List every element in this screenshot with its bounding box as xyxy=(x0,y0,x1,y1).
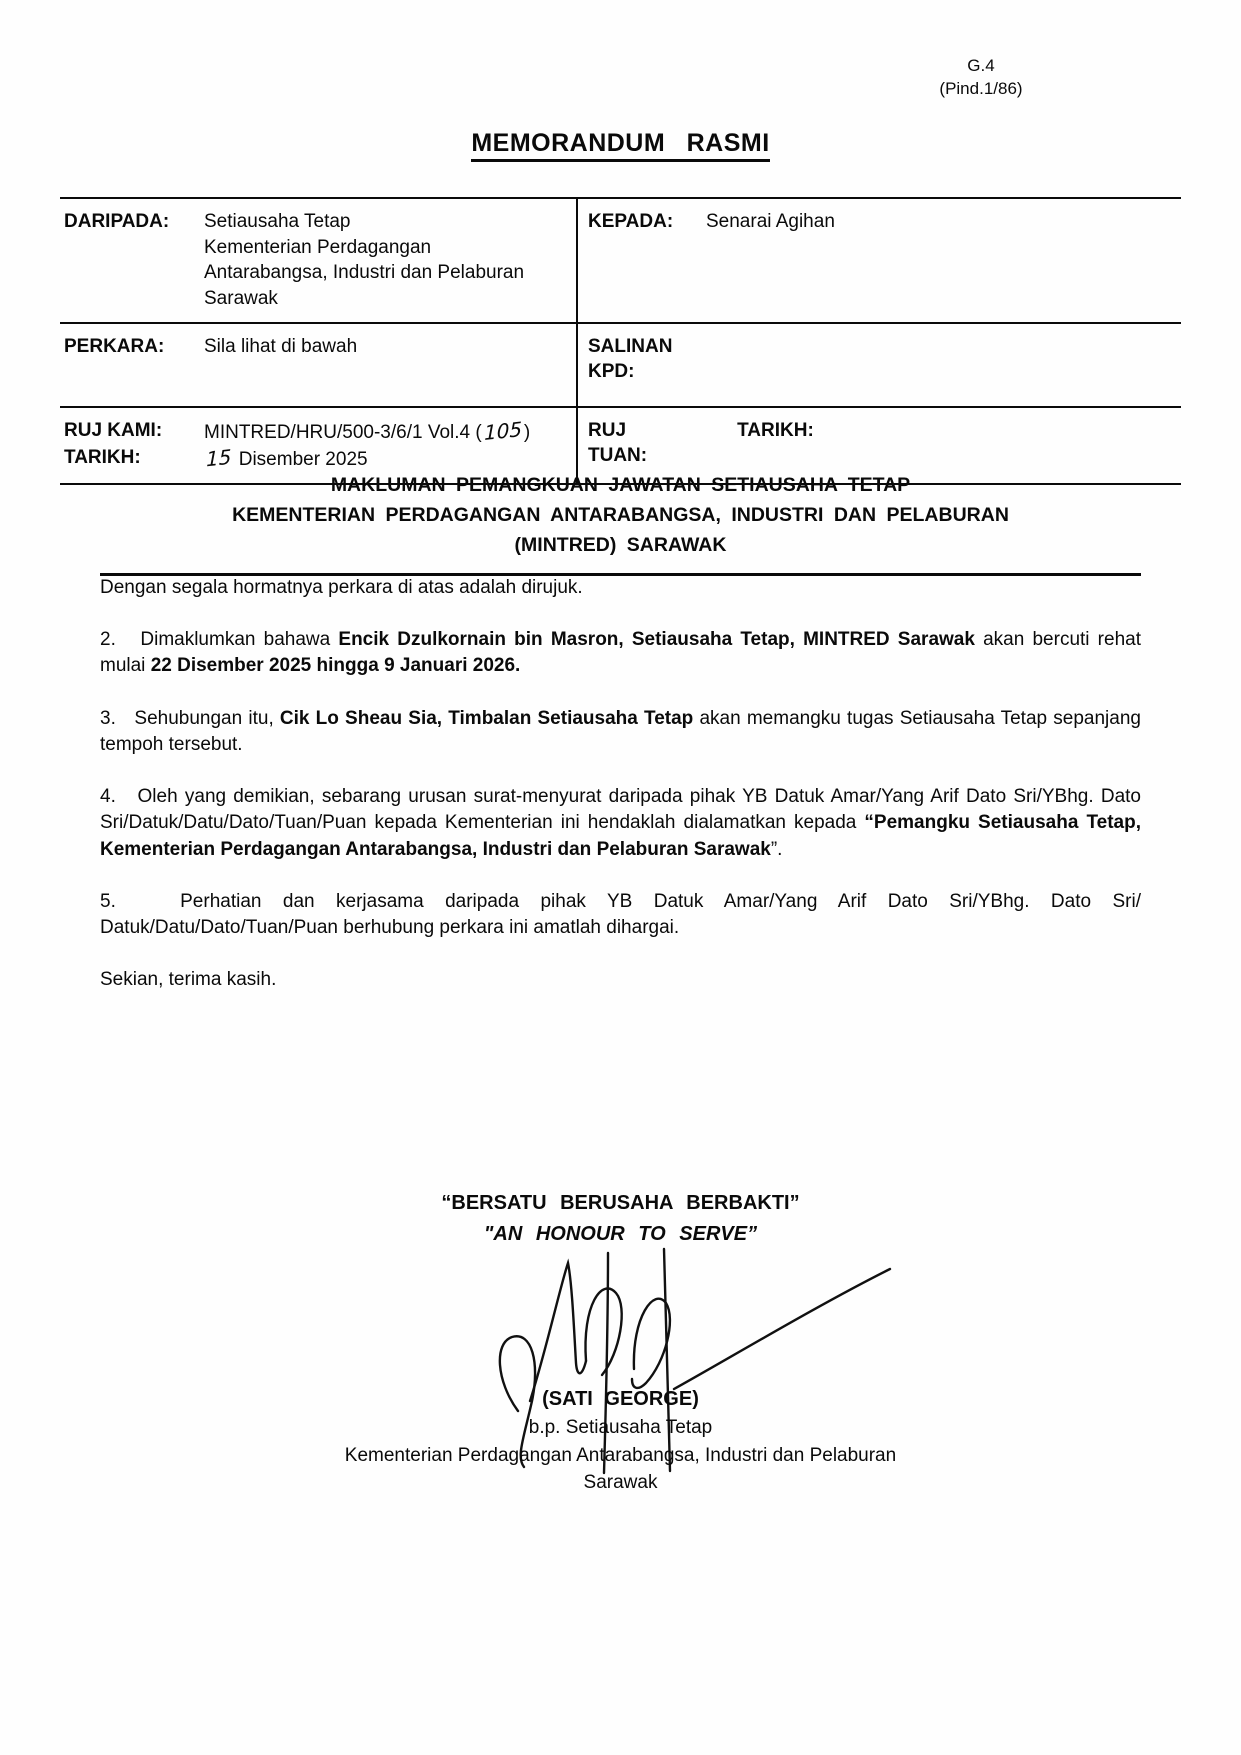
paragraph-2: 2. Dimaklumkan bahawa Encik Dzulkornain bin Masron, Setiausaha Tetap, MINTRED Sarawak akan bercuti rehat mulai 22 Disember 2025 hingga 9 Januari 2026. xyxy=(100,629,1141,677)
daripada-value xyxy=(204,209,524,312)
ruj-kami-value xyxy=(204,418,530,446)
subject-line: MAKLUMAN PEMANGKUAN JAWATAN SETIAUSAHA TETAP xyxy=(330,474,911,496)
kepada-label: KEPADA: xyxy=(588,211,674,232)
perkara-value: Sila lihat di bawah xyxy=(204,335,358,357)
ruj-tuan-line: TUAN: xyxy=(588,445,648,467)
ruj-kami-prefix: MINTRED/HRU/500-3/6/1 Vol.4 ( xyxy=(204,421,482,443)
tarikh-value xyxy=(204,445,368,473)
signature-org-line1: Kementerian Perdagangan Antarabangsa, Industri dan Pelaburan xyxy=(344,1444,897,1466)
paragraph-closing: Sekian, terima kasih. xyxy=(100,969,277,991)
salinan-label xyxy=(588,334,672,396)
daripada-cell xyxy=(60,199,578,322)
tarikh-handwritten-day: 15 xyxy=(206,444,232,472)
perkara-cell xyxy=(60,324,578,406)
form-code xyxy=(891,55,1071,101)
page-title-text: MEMORANDUM RASMI xyxy=(471,129,769,162)
header-table xyxy=(60,197,1181,485)
daripada-line: Antarabangsa, Industri dan Pelaburan xyxy=(204,262,525,284)
daripada-line: Sarawak xyxy=(204,287,278,309)
table-row-perkara-salinan xyxy=(60,322,1181,406)
memo-body xyxy=(100,575,1141,1019)
paragraph-3: 3. Sehubungan itu, Cik Lo Sheau Sia, Timbalan Setiausaha Tetap akan memangku tugas Setiausaha Tetap sepanjang tempoh tersebut. xyxy=(100,707,1141,755)
signatory-name: (SATI GEORGE) xyxy=(542,1388,699,1410)
form-code-revision: (Pind.1/86) xyxy=(939,78,1023,98)
daripada-label: DARIPADA: xyxy=(64,211,170,232)
daripada-line: Kementerian Perdagangan xyxy=(204,236,432,258)
salinan-line: SALINAN xyxy=(588,335,673,357)
tarikh-month-year: Disember 2025 xyxy=(238,449,368,471)
tarikh-line xyxy=(64,445,570,473)
salinan-cell xyxy=(578,324,1181,406)
daripada-line: Setiausaha Tetap xyxy=(204,211,351,232)
ruj-tuan-label xyxy=(588,418,647,473)
motto-line-english: "AN HONOUR TO SERVE” xyxy=(483,1223,758,1245)
signature-bp-line: b.p. Setiausaha Tetap xyxy=(528,1417,713,1438)
page-title xyxy=(0,126,1241,161)
motto-line-malay: “BERSATU BERUSAHA BERBAKTI” xyxy=(441,1192,800,1214)
table-row-daripada-kepada xyxy=(60,199,1181,322)
ruj-kami-suffix: ) xyxy=(523,421,531,443)
tarikh-right-label: TARIKH: xyxy=(737,419,814,441)
kepada-cell xyxy=(578,199,1181,322)
paragraph-5: 5. Perhatian dan kerjasama daripada pihak YB Datuk Amar/Yang Arif Dato Sri/YBhg. Dato Sri/ Datuk/Datu/Dato/Tuan/Puan berhubung perkara ini amatlah dihargai. xyxy=(100,890,1141,938)
perkara-label: PERKARA: xyxy=(64,335,165,357)
motto xyxy=(0,1188,1241,1250)
subject-heading xyxy=(100,470,1141,576)
ruj-kami-handwritten-number: 105 xyxy=(483,416,522,445)
paragraph-4: 4. Oleh yang demikian, sebarang urusan surat-menyurat daripada pihak YB Datuk Amar/Yang Arif Dato Sri/YBhg. Dato Sri/Datuk/Datu/Dato/Tuan/Puan kepada Kementerian ini hendaklah dialamatkan kepada “Pemangku Setiausaha Tetap, Kementerian Perdagangan Antarabangsa, Industri dan Pelaburan Sarawak”. xyxy=(100,786,1141,860)
signature-org-line2: Sarawak xyxy=(583,1472,658,1494)
ruj-tuan-flex xyxy=(588,418,1175,473)
paragraph-salutation: Dengan segala hormatnya perkara di atas adalah dirujuk. xyxy=(100,577,583,598)
ruj-kami-line xyxy=(64,418,570,446)
kepada-value: Senarai Agihan xyxy=(706,211,835,232)
subject-line: KEMENTERIAN PERDAGANGAN ANTARABANGSA, INDUSTRI DAN PELABURAN xyxy=(232,504,1009,527)
ruj-kami-label: RUJ KAMI: xyxy=(64,419,163,441)
form-code-number: G.4 xyxy=(967,56,995,75)
tarikh-label: TARIKH: xyxy=(64,447,141,469)
signature-block xyxy=(0,1385,1241,1497)
subject-line: (MINTRED) SARAWAK xyxy=(514,534,727,557)
ruj-tuan-line: RUJ xyxy=(588,419,627,441)
ruj-kami-stack xyxy=(64,418,570,473)
salinan-line: KPD: xyxy=(588,361,635,383)
